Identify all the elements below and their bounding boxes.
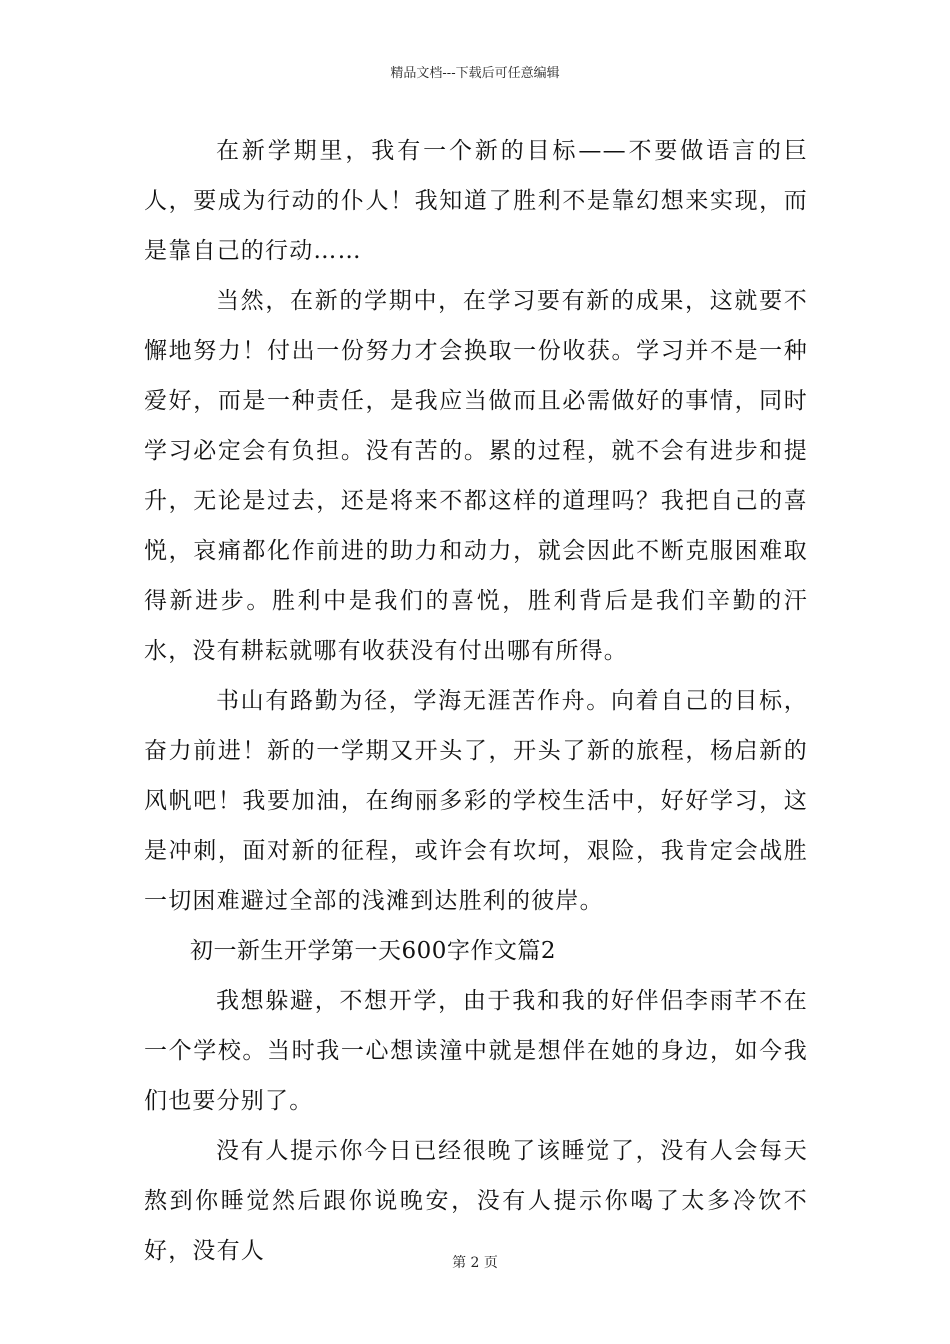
page-header: 精品文档---下载后可任意编辑 [390, 66, 560, 81]
paragraph-goal: 在新学期里，我有一个新的目标——不要做语言的巨人，要成为行动的仆人！我知道了胜利不是靠幻想来实现，而是靠自己的行动…… [144, 138, 808, 264]
paragraph-effort: 当然，在新的学期中，在学习要有新的成果，这就要不懈地努力！付出一份努力才会换取一份收获。学习并不是一种爱好，而是一种责任，是我应当做而且必需做好的事情，同时学习必定会有负担。没有苦的。累的过程，就不会有进步和提升，无论是过去，还是将来不都这样的道理吗？我把自己的喜悦，哀痛都化作前进的助力和动力，就会因此不断克服困难取得新进步。胜利中是我们的喜悦，胜利背后是我们辛勤的汗水，没有耕耘就哪有收获没有付出哪有所得。 [144, 288, 808, 664]
section-title: 初一新生开学第一天600字作文篇2 [190, 938, 557, 964]
paragraph-reminders: 没有人提示你今日已经很晚了该睡觉了，没有人会每天熬到你睡觉然后跟你说晚安，没有人提示你喝了太多冷饮不好，没有人 [144, 1138, 808, 1264]
document-body [144, 126, 808, 1276]
paragraph-friend: 我想躲避，不想开学，由于我和我的好伴侣李雨芊不在一个学校。当时我一心想读潼中就是想伴在她的身边，如今我们也要分别了。 [144, 988, 808, 1114]
paragraph-journey: 书山有路勤为径，学海无涯苦作舟。向着自己的目标，奋力前进！新的一学期又开头了，开头了新的旅程，杨启新的风帆吧！我要加油，在绚丽多彩的学校生活中，好好学习，这是冲刺，面对新的征程，或许会有坎坷，艰险，我肯定会战胜一切困难避过全部的浅滩到达胜利的彼岸。 [144, 688, 808, 914]
page-number: 第 2 页 [452, 1255, 498, 1271]
